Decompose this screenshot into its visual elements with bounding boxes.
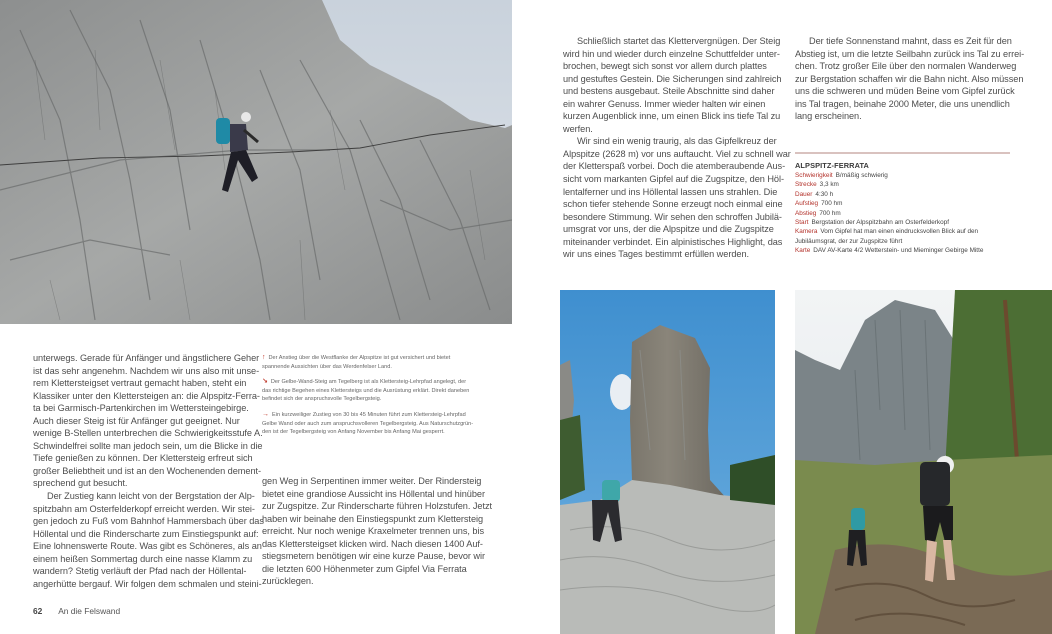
info-row-duration: Dauer 4:30 h bbox=[795, 190, 834, 198]
route-info-box bbox=[795, 152, 1010, 256]
article-column-left bbox=[33, 352, 264, 590]
article-column-right-1 bbox=[563, 35, 791, 261]
arrow-right-icon: → bbox=[262, 410, 269, 418]
photo-forest-trail bbox=[795, 290, 1052, 634]
article-column-middle bbox=[262, 475, 493, 588]
arrow-down-right-icon: ↘ bbox=[262, 378, 268, 386]
photo-rock-tower bbox=[560, 290, 775, 634]
caption-3: → Ein kurzweiliger Zustieg von 30 bis 45 Minuten führt zum Klettersteig-Lehrpfad Gelbe Wand oder auch zum anspruchsvolleren Tegelbergsteig. Aus Naturschutzgrün- den ist der Tegelbergsteig von Anfang November bis Anfang Mai gesperrt. bbox=[262, 410, 474, 436]
info-row-difficulty: Schwierigkeit B/mäßig schwierig bbox=[795, 172, 888, 179]
paragraph-5: Wir sind ein wenig traurig, als das Gipfelkreuz der Alpspitze (2628 m) vor uns auftaucht. Viel zu schnell war der Kletterspaß vorbei. Doch die atemberaubende Aus- sicht vom markanten Gipfel auf die Zugspitze, den Höl- lentalferner und ins Höllental lassen uns strahlen. Die schon tiefer stehende Sonne erzeugt noch einmal eine besondere Stimmung. Wir sehen den schroffen Jubilä- umsgrat vor uns, der die Alpspitze und die Zugspitze miteinander verbindet. Ein alpinistisches Highlight, das wir uns eines Tages bestimmt erfüllen werden. bbox=[563, 136, 791, 260]
info-row-start: Start Bergstation der Alpspitzbahn am Osterfelderkopf bbox=[795, 219, 949, 227]
page-number: 62 bbox=[33, 606, 43, 616]
article-column-right-2 bbox=[795, 35, 1025, 123]
info-row-ascent: Aufstieg 700 hm bbox=[795, 200, 843, 208]
info-row-descent: Abstieg 700 hm bbox=[795, 209, 841, 217]
photo-captions bbox=[262, 354, 487, 444]
info-row-camera: Kamera Vom Gipfel hat man einen eindrucksvollen Blick auf den Jubiläumsgrat, der zur Zugspitze führt bbox=[795, 228, 979, 245]
paragraph-4: Schließlich startet das Klettervergnügen. Der Steig wird hin und wieder durch einzelne Schuttfelder unter- brochen, bewegt sich sonst vor allem durch plattes und gestuftes Gestein. Die Sicherungen sind zahlreich und bestens ausgebaut. Steile Abschnitte sind daher ein wahrer Genuss. Immer wieder halten wir einen kurzen Augenblick inne, um einen Blick ins tiefe Tal zu werfen. bbox=[563, 36, 782, 134]
caption-1: ↑ Der Anstieg über die Westflanke der Alpspitze ist gut versichert und bietet spannende Aussichten über das Werdenfelser Land. bbox=[262, 354, 451, 370]
caption-2: ↘ Der Gelbe-Wand-Steig am Tegelberg ist als Klettersteig-Lehrpfad angelegt, der das richtige Begehen eines Klettersteigs und die Ausrüstung erklärt. Direkt daneben befindet sich der anspruchsvolle Tegelbergsteig. bbox=[262, 378, 470, 403]
arrow-up-icon: ↑ bbox=[262, 354, 266, 361]
route-info-title: ALPSPITZ-FERRATA bbox=[795, 161, 869, 170]
info-row-distance: Strecke 3,3 km bbox=[795, 181, 839, 189]
paragraph-1: unterwegs. Gerade für Anfänger und ängstlichere Geher ist das sehr angenehm. Nachdem wir uns also mit unse- rem Klettersteigset vertraut gemacht haben, steht ein Klassiker unter den Klettersteigen an: die Alpspitz-Ferra- ta bei Garmisch-Partenkirchen im Wettersteingebirge. Auch dieser Steig ist für Anfänger gut geeignet. Nur wenige B-Stellen unterbrechen die Schwierigkeitsstufe A. Schwindelfrei sollte man jedoch sein, um die Blicke in die Tiefe genießen zu können. Der Klettersteig erfreut sich großer Beliebtheit und ist an den Wochenenden dement- sprechend gut besucht. bbox=[33, 353, 263, 489]
paragraph-6: Der tiefe Sonnenstand mahnt, dass es Zeit für den Abstieg ist, um die letzte Seilbahn zurück ins Tal zu errei- chen. Trotz großer Eile über den normalen Wanderweg zur Bergstation schaffen wir die Bahn nicht. Also müssen uns die schweren und müden Beine vom Gipfel zurück ins Tal tragen, beinahe 2000 Meter, die uns unendlich lang erscheinen. bbox=[795, 36, 1025, 122]
section-title: An die Felswand bbox=[58, 606, 121, 616]
paragraph-3: gen Weg in Serpentinen immer weiter. Der Rindersteig bietet eine grandiose Aussicht ins Höllental und hinüber zur Zugspitze. Zur Rinderscharte führen Holzstufen. Jetzt haben wir beinahe den Einstiegspunkt zum Klettersteig erreicht. Nur noch wenige Kraxelmeter trennen uns, bis das Klettersteigset klicken wird. Nach diesen 1400 Auf- stiegsmetern benötigen wir eine kurze Pause, bevor wir die letzten 600 Höhenmeter zum Gipfel Via Ferrata zurücklegen. bbox=[262, 476, 493, 587]
page-footer bbox=[33, 606, 120, 616]
paragraph-2: Der Zustieg kann leicht von der Bergstation der Alp- spitzbahn am Osterfelderkopf erreicht werden. Wir stei- gen jedoch zu Fuß vom Bahnhof Hammersbach über das Höllental und die Rinderscharte zum Einstiegspunkt auf: Eine lohnenswerte Route. Was gibt es Schöneres, als an einem heißen Sommertag durch eine nasse Klamm zu wandern? Stetig verläuft der Pfad nach der Höllental- angerhütte bergauf. Wir folgen dem schmalen und steini- bbox=[33, 491, 264, 589]
photo-climber-rock-face bbox=[0, 0, 512, 324]
divider bbox=[795, 152, 1010, 154]
info-row-map: Karte DAV AV-Karte 4/2 Wetterstein- und Mieminger Gebirge Mitte bbox=[795, 247, 984, 255]
